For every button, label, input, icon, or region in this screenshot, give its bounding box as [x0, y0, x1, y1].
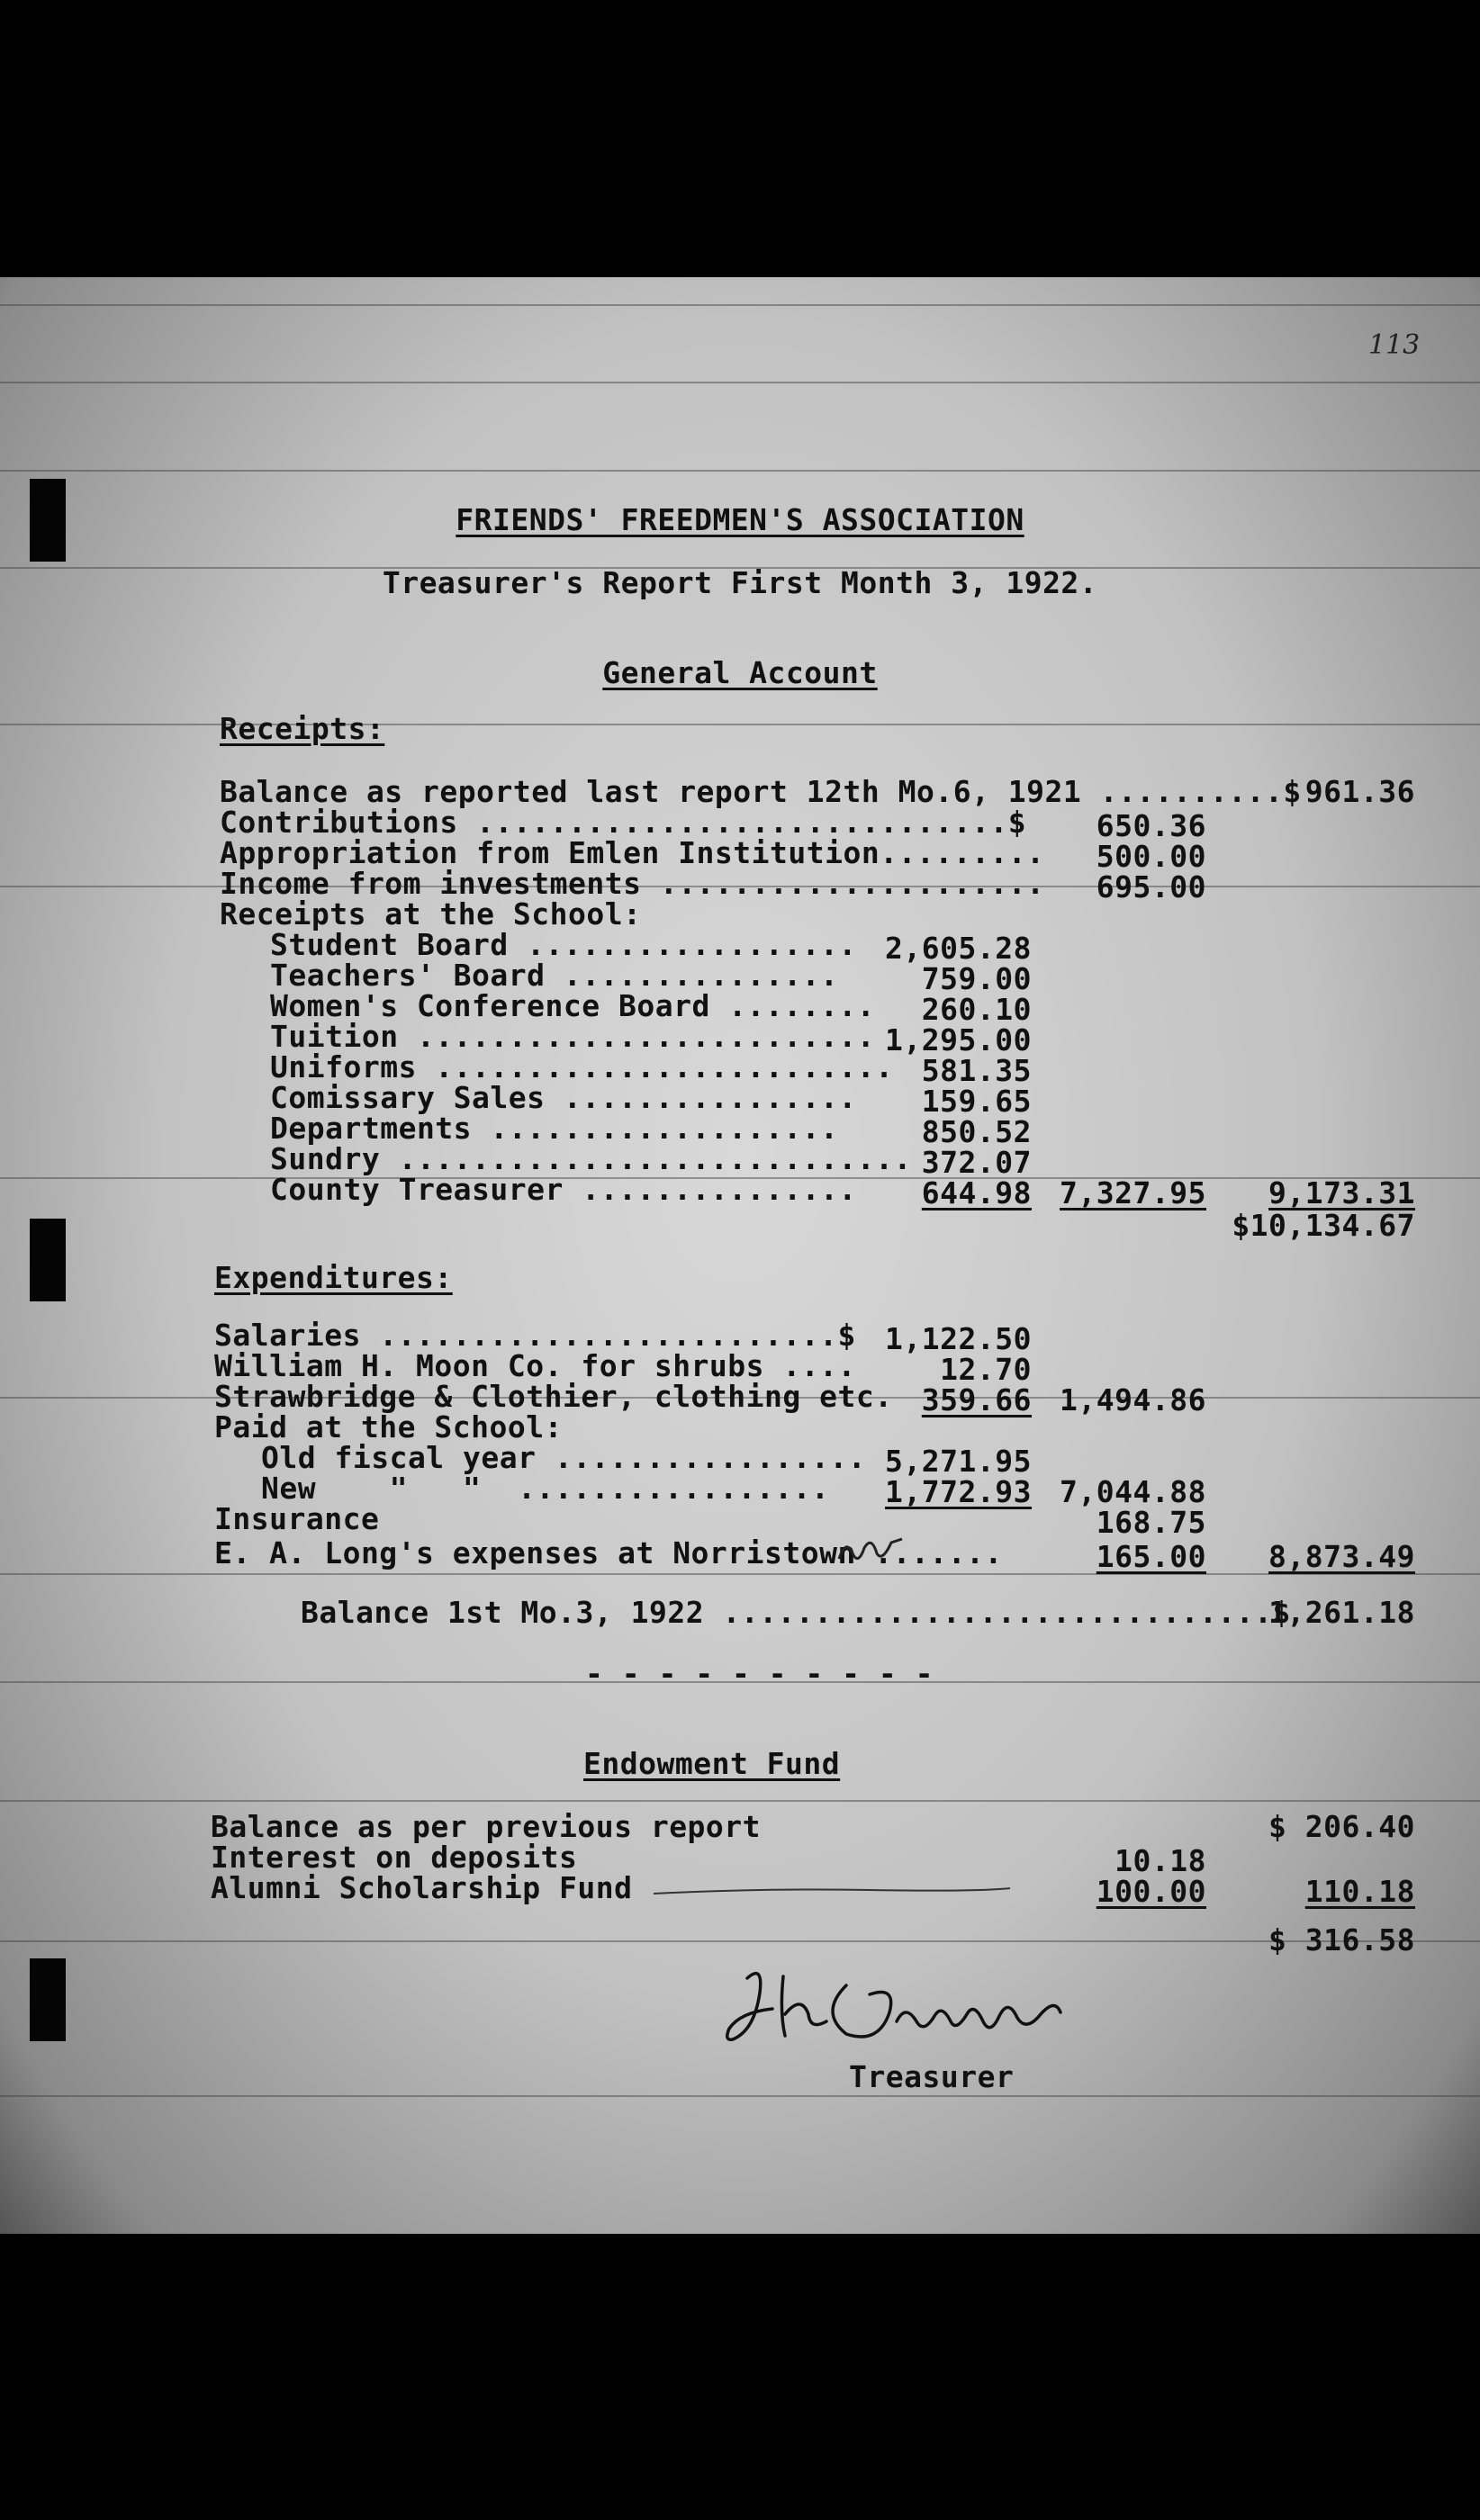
insurance-label: Insurance — [214, 1501, 380, 1536]
receipt-item-value: 850.52 — [921, 1114, 1032, 1149]
emlen-value: 500.00 — [1096, 839, 1206, 874]
receipt-item-label: Teachers' Board ............... — [270, 958, 839, 993]
page-number: 113 — [1368, 329, 1421, 361]
new-fiscal-label: New " " ................. — [261, 1471, 830, 1506]
receipt-item-value: 372.07 — [921, 1145, 1032, 1180]
strawbridge-value: 359.66 — [921, 1382, 1032, 1418]
endowment-previous-label: Balance as per previous report — [211, 1809, 762, 1844]
handwritten-annotation — [835, 1532, 907, 1568]
school-receipts-label: Receipts at the School: — [220, 896, 642, 932]
receipt-item-label: Student Board .................. — [270, 927, 857, 962]
receipt-item-label: County Treasurer ............... — [270, 1172, 857, 1207]
receipt-item-value: 2,605.28 — [885, 931, 1032, 966]
moon-value: 12.70 — [940, 1352, 1032, 1387]
expenditures-heading: Expenditures: — [214, 1260, 453, 1295]
salaries-value: 1,122.50 — [885, 1321, 1032, 1356]
paid-at-school-label: Paid at the School: — [214, 1409, 563, 1444]
hand-drawn-line — [654, 1885, 1014, 1899]
receipt-item-label: Women's Conference Board ........ — [270, 988, 876, 1023]
closing-balance-value: 1,261.18 — [1268, 1595, 1415, 1630]
receipt-item-label: Comissary Sales ................ — [270, 1080, 857, 1115]
contributions-value: 650.36 — [1096, 808, 1206, 843]
endowment-final-total: $ 316.58 — [1268, 1922, 1415, 1958]
expenditures-subtotal-2: 7,044.88 — [1060, 1474, 1206, 1509]
expenditures-subtotal-1: 1,494.86 — [1060, 1382, 1206, 1418]
interest-value: 10.18 — [1115, 1843, 1206, 1878]
general-account-heading: General Account — [602, 655, 878, 690]
old-fiscal-value: 5,271.95 — [885, 1444, 1032, 1479]
ruled-line — [0, 304, 1480, 306]
ruled-line — [0, 1800, 1480, 1802]
document-subtitle: Treasurer's Report First Month 3, 1922. — [382, 565, 1098, 600]
alumni-fund-value: 100.00 — [1096, 1874, 1206, 1909]
ruled-line — [0, 2095, 1480, 2097]
receipt-item-label: Departments ................... — [270, 1111, 839, 1146]
receipt-item-label: Sundry ............................ — [270, 1141, 912, 1176]
interest-label: Interest on deposits — [211, 1840, 578, 1875]
endowment-previous-value: $ 206.40 — [1268, 1809, 1415, 1844]
alumni-fund-label: Alumni Scholarship Fund — [211, 1870, 633, 1905]
receipt-item-value: 1,295.00 — [885, 1022, 1032, 1058]
old-fiscal-label: Old fiscal year ................. — [261, 1440, 867, 1475]
contributions-label: Contributions .............................$ — [220, 805, 1027, 840]
signature-image — [720, 1958, 1071, 2057]
binder-mark — [30, 1219, 66, 1301]
ruled-line — [0, 382, 1480, 383]
strawbridge-label: Strawbridge & Clothier, clothing etc. — [214, 1379, 893, 1414]
binder-mark — [30, 1958, 66, 2041]
investments-value: 695.00 — [1096, 869, 1206, 904]
moon-label: William H. Moon Co. for shrubs .... — [214, 1348, 856, 1383]
endowment-heading: Endowment Fund — [583, 1746, 841, 1781]
receipt-item-value: 581.35 — [921, 1053, 1032, 1088]
new-fiscal-value: 1,772.93 — [885, 1474, 1032, 1509]
closing-balance-label: Balance 1st Mo.3, 1922 ..............................$ — [301, 1595, 1291, 1630]
separator-dashes: - - - - - - - - - - — [585, 1656, 934, 1691]
treasurer-title: Treasurer — [849, 2059, 1015, 2094]
long-expenses-label: E. A. Long's expenses at Norristown ....... — [214, 1535, 1003, 1570]
balance-last-report-label: Balance as reported last report 12th Mo.6, 1921 ..........$ — [220, 774, 1302, 809]
receipts-total: 9,173.31 — [1268, 1175, 1415, 1210]
investments-label: Income from investments ..................... — [220, 866, 1045, 901]
salaries-label: Salaries .........................$ — [214, 1318, 856, 1353]
receipt-item-value: 644.98 — [921, 1175, 1032, 1210]
emlen-label: Appropriation from Emlen Institution......... — [220, 835, 1045, 870]
ruled-line — [0, 1573, 1480, 1575]
ruled-line — [0, 470, 1480, 472]
balance-last-report-value: 961.36 — [1304, 774, 1415, 809]
receipts-heading: Receipts: — [220, 711, 385, 746]
document-page — [0, 277, 1480, 2234]
document-title: FRIENDS' FREEDMEN'S ASSOCIATION — [456, 502, 1024, 537]
receipt-item-value: 759.00 — [921, 961, 1032, 996]
endowment-additions-total: 110.18 — [1304, 1874, 1415, 1909]
insurance-value: 168.75 — [1096, 1505, 1206, 1540]
receipt-item-label: Uniforms ......................... — [270, 1049, 894, 1084]
receipt-item-value: 159.65 — [921, 1084, 1032, 1119]
long-expenses-value: 165.00 — [1096, 1539, 1206, 1574]
receipt-item-value: 260.10 — [921, 992, 1032, 1027]
expenditures-total: 8,873.49 — [1268, 1539, 1415, 1574]
school-receipts-total: 7,327.95 — [1060, 1175, 1206, 1210]
receipt-item-label: Tuition ......................... — [270, 1019, 876, 1054]
grand-total: $10,134.67 — [1232, 1208, 1415, 1243]
